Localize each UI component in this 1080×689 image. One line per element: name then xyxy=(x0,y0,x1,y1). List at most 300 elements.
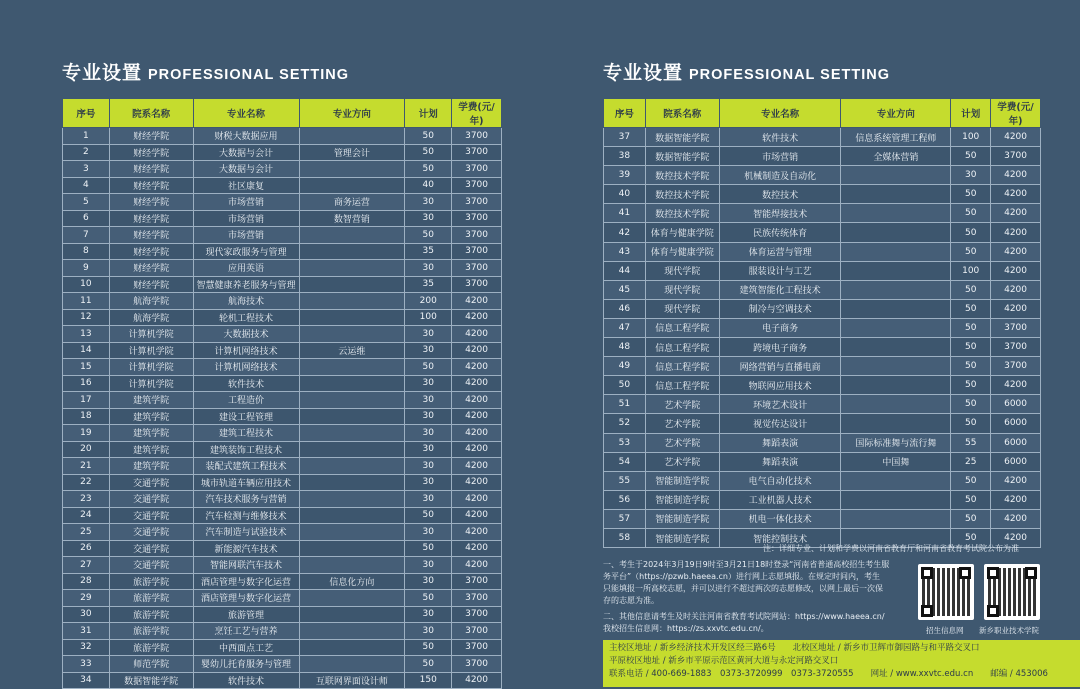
cell-col-index: 16 xyxy=(63,375,110,392)
cell-col-plan: 55 xyxy=(951,433,991,452)
cell-col-plan: 50 xyxy=(951,338,991,357)
cell-col-direction: 数智营销 xyxy=(299,210,405,227)
note-1-line-1: 一、考生于2024年3月19日9时至3月21日18时登录“河南省普通高校招生考生服 xyxy=(603,560,890,569)
cell-col-index: 41 xyxy=(604,204,646,223)
cell-col-direction xyxy=(299,639,405,656)
cell-col-plan: 30 xyxy=(405,606,452,623)
cell-col-plan: 50 xyxy=(951,528,991,547)
cell-col-major: 软件技术 xyxy=(719,128,841,147)
cell-col-college: 师范学院 xyxy=(109,656,193,673)
cell-col-plan: 50 xyxy=(951,299,991,318)
header-col-plan: 计划 xyxy=(951,99,991,128)
cell-col-college: 交通学院 xyxy=(109,507,193,524)
cell-col-college: 艺术学院 xyxy=(645,414,719,433)
cell-col-college: 建筑学院 xyxy=(109,425,193,442)
cell-col-tuition: 3700 xyxy=(452,128,502,145)
cell-col-plan: 50 xyxy=(951,490,991,509)
cell-col-college: 智能制造学院 xyxy=(645,528,719,547)
cell-col-direction xyxy=(841,376,951,395)
right-program-table xyxy=(603,98,1041,548)
cell-col-tuition: 3700 xyxy=(991,147,1041,166)
cell-col-major: 酒店管理与数字化运营 xyxy=(193,573,299,590)
cell-col-major: 酒店管理与数字化运营 xyxy=(193,590,299,607)
cell-col-plan: 50 xyxy=(405,359,452,376)
cell-col-tuition: 4200 xyxy=(452,557,502,574)
cell-col-college: 数据智能学院 xyxy=(645,147,719,166)
header-col-direction: 专业方向 xyxy=(841,99,951,128)
cell-col-direction xyxy=(841,166,951,185)
cell-col-tuition: 3700 xyxy=(452,144,502,161)
table-row xyxy=(63,342,502,359)
cell-col-tuition: 4200 xyxy=(991,528,1041,547)
cell-col-college: 信息工程学院 xyxy=(645,318,719,337)
cell-col-major: 建筑智能化工程技术 xyxy=(719,280,841,299)
cell-col-direction xyxy=(299,375,405,392)
cell-col-index: 17 xyxy=(63,392,110,409)
cell-col-direction xyxy=(299,441,405,458)
cell-col-college: 艺术学院 xyxy=(645,433,719,452)
cell-col-plan: 30 xyxy=(405,342,452,359)
cell-col-major: 烹饪工艺与营养 xyxy=(193,623,299,640)
cell-col-direction xyxy=(299,276,405,293)
table-row xyxy=(63,590,502,607)
cell-col-tuition: 4200 xyxy=(991,299,1041,318)
table-row xyxy=(604,338,1041,357)
left-title-en: PROFESSIONAL SETTING xyxy=(148,67,350,83)
cell-col-college: 航海学院 xyxy=(109,309,193,326)
cell-col-college: 旅游学院 xyxy=(109,606,193,623)
cell-col-major: 环境艺术设计 xyxy=(719,395,841,414)
table-row xyxy=(63,656,502,673)
cell-col-direction: 中国舞 xyxy=(841,452,951,471)
cell-col-index: 45 xyxy=(604,280,646,299)
cell-col-index: 28 xyxy=(63,573,110,590)
cell-col-college: 计算机学院 xyxy=(109,359,193,376)
cell-col-index: 30 xyxy=(63,606,110,623)
table-row xyxy=(63,309,502,326)
cell-col-direction: 商务运营 xyxy=(299,194,405,211)
cell-col-plan: 100 xyxy=(951,261,991,280)
cell-col-major: 智能控制技术 xyxy=(719,528,841,547)
cell-col-index: 48 xyxy=(604,338,646,357)
table-row xyxy=(63,326,502,343)
cell-col-index: 9 xyxy=(63,260,110,277)
cell-col-tuition: 4200 xyxy=(991,471,1041,490)
cell-col-direction xyxy=(841,338,951,357)
qr-label-admissions: 招生信息网 xyxy=(926,626,964,635)
cell-col-direction xyxy=(299,623,405,640)
table-row xyxy=(604,223,1041,242)
table-row xyxy=(63,672,502,689)
header-col-major: 专业名称 xyxy=(719,99,841,128)
cell-col-direction xyxy=(299,359,405,376)
cell-col-major: 建筑工程技术 xyxy=(193,425,299,442)
cell-col-tuition: 4200 xyxy=(452,524,502,541)
cell-col-index: 50 xyxy=(604,376,646,395)
table-row xyxy=(63,441,502,458)
cell-col-college: 交通学院 xyxy=(109,524,193,541)
cell-col-index: 34 xyxy=(63,672,110,689)
cell-col-college: 财经学院 xyxy=(109,177,193,194)
table-row xyxy=(63,507,502,524)
note-2-line-2: 我校招生信息网：https://zs.xxvtc.edu.cn/。 xyxy=(603,624,769,633)
cell-col-direction xyxy=(299,128,405,145)
cell-col-plan: 30 xyxy=(405,524,452,541)
cell-col-college: 智能制造学院 xyxy=(645,490,719,509)
cell-col-college: 智能制造学院 xyxy=(645,509,719,528)
cell-col-tuition: 3700 xyxy=(452,194,502,211)
cell-col-major: 机械制造及自动化 xyxy=(719,166,841,185)
cell-col-tuition: 4200 xyxy=(991,204,1041,223)
cell-col-college: 交通学院 xyxy=(109,491,193,508)
qr-label-school: 新乡职业技术学院 xyxy=(979,626,1039,635)
cell-col-direction xyxy=(841,414,951,433)
cell-col-major: 城市轨道车辆应用技术 xyxy=(193,474,299,491)
cell-col-direction xyxy=(299,161,405,178)
cell-col-plan: 30 xyxy=(405,408,452,425)
footer-line-2: 平原校区地址 / 新乡市平原示范区黄河大道与永定河路交叉口 xyxy=(609,656,839,666)
header-col-tuition: 学费(元/年) xyxy=(452,99,502,128)
cell-col-plan: 30 xyxy=(951,166,991,185)
right-table-body xyxy=(604,128,1041,548)
cell-col-direction xyxy=(299,243,405,260)
cell-col-direction xyxy=(841,395,951,414)
cell-col-major: 轮机工程技术 xyxy=(193,309,299,326)
cell-col-major: 计算机网络技术 xyxy=(193,359,299,376)
cell-col-major: 软件技术 xyxy=(193,672,299,689)
table-row xyxy=(63,243,502,260)
cell-col-college: 建筑学院 xyxy=(109,408,193,425)
cell-col-college: 体育与健康学院 xyxy=(645,223,719,242)
cell-col-college: 数据智能学院 xyxy=(645,128,719,147)
cell-col-plan: 50 xyxy=(951,242,991,261)
cell-col-plan: 30 xyxy=(405,260,452,277)
table-row xyxy=(63,392,502,409)
cell-col-major: 工程造价 xyxy=(193,392,299,409)
header-col-index: 序号 xyxy=(604,99,646,128)
left-title-zh: 专业设置 xyxy=(62,62,143,84)
cell-col-plan: 30 xyxy=(405,326,452,343)
table-row xyxy=(63,639,502,656)
table-row xyxy=(63,491,502,508)
cell-col-direction xyxy=(299,425,405,442)
cell-col-tuition: 3700 xyxy=(452,227,502,244)
cell-col-direction: 管理会计 xyxy=(299,144,405,161)
cell-col-index: 10 xyxy=(63,276,110,293)
cell-col-plan: 50 xyxy=(951,318,991,337)
cell-col-college: 现代学院 xyxy=(645,261,719,280)
cell-col-major: 视觉传达设计 xyxy=(719,414,841,433)
right-title-zh: 专业设置 xyxy=(603,62,684,84)
cell-col-index: 5 xyxy=(63,194,110,211)
cell-col-index: 23 xyxy=(63,491,110,508)
cell-col-college: 交通学院 xyxy=(109,557,193,574)
cell-col-direction xyxy=(299,293,405,310)
table-row xyxy=(63,177,502,194)
cell-col-index: 32 xyxy=(63,639,110,656)
cell-col-index: 12 xyxy=(63,309,110,326)
cell-col-major: 民族传统体育 xyxy=(719,223,841,242)
table-row xyxy=(63,474,502,491)
cell-col-tuition: 4200 xyxy=(991,280,1041,299)
cell-col-college: 计算机学院 xyxy=(109,326,193,343)
cell-col-direction xyxy=(841,490,951,509)
table-row xyxy=(63,161,502,178)
cell-col-index: 53 xyxy=(604,433,646,452)
cell-col-college: 艺术学院 xyxy=(645,452,719,471)
cell-col-plan: 50 xyxy=(951,357,991,376)
cell-col-direction xyxy=(299,408,405,425)
cell-col-index: 33 xyxy=(63,656,110,673)
cell-col-direction xyxy=(841,261,951,280)
cell-col-plan: 50 xyxy=(405,590,452,607)
cell-col-major: 旅游管理 xyxy=(193,606,299,623)
cell-col-plan: 30 xyxy=(405,441,452,458)
cell-col-direction xyxy=(841,242,951,261)
cell-col-college: 财经学院 xyxy=(109,276,193,293)
cell-col-college: 信息工程学院 xyxy=(645,338,719,357)
cell-col-college: 旅游学院 xyxy=(109,639,193,656)
table-header-row xyxy=(604,99,1041,128)
cell-col-direction: 信息化方向 xyxy=(299,573,405,590)
cell-col-major: 建设工程管理 xyxy=(193,408,299,425)
table-row xyxy=(63,623,502,640)
cell-col-index: 3 xyxy=(63,161,110,178)
table-row xyxy=(63,276,502,293)
table-row xyxy=(604,357,1041,376)
cell-col-plan: 50 xyxy=(951,414,991,433)
right-title-en: PROFESSIONAL SETTING xyxy=(689,67,891,83)
right-heading xyxy=(603,58,890,85)
table-row xyxy=(604,376,1041,395)
cell-col-college: 信息工程学院 xyxy=(645,376,719,395)
cell-col-college: 体育与健康学院 xyxy=(645,242,719,261)
cell-col-tuition: 4200 xyxy=(452,474,502,491)
table-row xyxy=(63,293,502,310)
cell-col-college: 艺术学院 xyxy=(645,395,719,414)
header-col-index: 序号 xyxy=(63,99,110,128)
cell-col-index: 6 xyxy=(63,210,110,227)
cell-col-direction xyxy=(299,326,405,343)
table-row xyxy=(604,471,1041,490)
header-col-tuition: 学费(元/年) xyxy=(991,99,1041,128)
cell-col-index: 11 xyxy=(63,293,110,310)
table-row xyxy=(63,458,502,475)
table-row xyxy=(604,433,1041,452)
cell-col-index: 19 xyxy=(63,425,110,442)
cell-col-college: 旅游学院 xyxy=(109,590,193,607)
cell-col-direction xyxy=(299,260,405,277)
cell-col-plan: 50 xyxy=(951,204,991,223)
cell-col-college: 财经学院 xyxy=(109,128,193,145)
qr-code-admissions[interactable] xyxy=(918,564,974,620)
cell-col-tuition: 4200 xyxy=(452,392,502,409)
cell-col-major: 大数据与会计 xyxy=(193,161,299,178)
cell-col-tuition: 3700 xyxy=(452,177,502,194)
cell-col-index: 8 xyxy=(63,243,110,260)
cell-col-tuition: 4200 xyxy=(991,223,1041,242)
cell-col-index: 29 xyxy=(63,590,110,607)
cell-col-tuition: 3700 xyxy=(452,260,502,277)
cell-col-major: 汽车制造与试验技术 xyxy=(193,524,299,541)
table-row xyxy=(63,606,502,623)
cell-col-direction xyxy=(299,524,405,541)
cell-col-major: 电子商务 xyxy=(719,318,841,337)
cell-col-college: 财经学院 xyxy=(109,260,193,277)
cell-col-college: 现代学院 xyxy=(645,299,719,318)
cell-col-plan: 30 xyxy=(405,474,452,491)
cell-col-tuition: 4200 xyxy=(452,375,502,392)
cell-col-tuition: 4200 xyxy=(991,185,1041,204)
cell-col-index: 27 xyxy=(63,557,110,574)
table-row xyxy=(604,166,1041,185)
cell-col-college: 建筑学院 xyxy=(109,458,193,475)
table-row xyxy=(604,147,1041,166)
table-row xyxy=(63,573,502,590)
header-col-direction: 专业方向 xyxy=(299,99,405,128)
cell-col-tuition: 3700 xyxy=(452,573,502,590)
header-col-plan: 计划 xyxy=(405,99,452,128)
cell-col-plan: 35 xyxy=(405,243,452,260)
cell-col-direction xyxy=(299,590,405,607)
cell-col-plan: 50 xyxy=(951,471,991,490)
note-1-line-4: 存的志愿为准。 xyxy=(603,596,659,605)
cell-col-college: 财经学院 xyxy=(109,161,193,178)
cell-col-plan: 50 xyxy=(405,128,452,145)
footer-contact-bar xyxy=(603,640,1080,687)
cell-col-plan: 100 xyxy=(405,309,452,326)
cell-col-major: 航海技术 xyxy=(193,293,299,310)
cell-col-major: 舞蹈表演 xyxy=(719,433,841,452)
cell-col-major: 制冷与空调技术 xyxy=(719,299,841,318)
cell-col-major: 汽车技术服务与营销 xyxy=(193,491,299,508)
cell-col-plan: 40 xyxy=(405,177,452,194)
cell-col-tuition: 6000 xyxy=(991,452,1041,471)
cell-col-index: 15 xyxy=(63,359,110,376)
table-row xyxy=(63,210,502,227)
cell-col-plan: 30 xyxy=(405,491,452,508)
cell-col-direction xyxy=(841,357,951,376)
cell-col-tuition: 4200 xyxy=(452,441,502,458)
cell-col-tuition: 4200 xyxy=(452,540,502,557)
cell-col-tuition: 6000 xyxy=(991,414,1041,433)
cell-col-college: 旅游学院 xyxy=(109,623,193,640)
cell-col-college: 财经学院 xyxy=(109,243,193,260)
table-row xyxy=(604,452,1041,471)
cell-col-major: 软件技术 xyxy=(193,375,299,392)
cell-col-direction xyxy=(841,299,951,318)
table-row xyxy=(604,490,1041,509)
cell-col-index: 38 xyxy=(604,147,646,166)
cell-col-tuition: 4200 xyxy=(452,425,502,442)
cell-col-index: 31 xyxy=(63,623,110,640)
cell-col-major: 市场营销 xyxy=(193,194,299,211)
cell-col-college: 财经学院 xyxy=(109,144,193,161)
cell-col-major: 跨境电子商务 xyxy=(719,338,841,357)
footer-line-3: 联系电话 / 400-669-1883 0373-3720999 0373-3720555 网址 / www.xxvtc.edu.cn 邮编 / 453006 xyxy=(609,669,1048,679)
cell-col-tuition: 4200 xyxy=(452,293,502,310)
cell-col-college: 旅游学院 xyxy=(109,573,193,590)
cell-col-direction xyxy=(299,392,405,409)
cell-col-tuition: 3700 xyxy=(452,590,502,607)
cell-col-direction xyxy=(299,507,405,524)
cell-col-tuition: 4200 xyxy=(452,672,502,689)
cell-col-major: 智慧健康养老服务与管理 xyxy=(193,276,299,293)
cell-col-major: 财税大数据应用 xyxy=(193,128,299,145)
table-row xyxy=(604,299,1041,318)
cell-col-plan: 50 xyxy=(405,540,452,557)
qr-code-school[interactable] xyxy=(984,564,1040,620)
table-row xyxy=(604,395,1041,414)
cell-col-index: 57 xyxy=(604,509,646,528)
cell-col-major: 新能源汽车技术 xyxy=(193,540,299,557)
table-row xyxy=(604,242,1041,261)
cell-col-direction xyxy=(299,540,405,557)
cell-col-tuition: 4200 xyxy=(452,408,502,425)
cell-col-major: 服装设计与工艺 xyxy=(719,261,841,280)
table-row xyxy=(63,408,502,425)
cell-col-index: 54 xyxy=(604,452,646,471)
cell-col-plan: 150 xyxy=(405,672,452,689)
cell-col-major: 机电一体化技术 xyxy=(719,509,841,528)
cell-col-major: 网络营销与直播电商 xyxy=(719,357,841,376)
cell-col-index: 47 xyxy=(604,318,646,337)
cell-col-index: 56 xyxy=(604,490,646,509)
cell-col-index: 42 xyxy=(604,223,646,242)
cell-col-major: 现代家政服务与管理 xyxy=(193,243,299,260)
table-row xyxy=(63,260,502,277)
cell-col-plan: 30 xyxy=(405,392,452,409)
cell-col-direction xyxy=(841,185,951,204)
cell-col-index: 49 xyxy=(604,357,646,376)
cell-col-college: 交通学院 xyxy=(109,540,193,557)
cell-col-plan: 30 xyxy=(405,210,452,227)
header-col-college: 院系名称 xyxy=(109,99,193,128)
table-row xyxy=(604,128,1041,147)
cell-col-tuition: 3700 xyxy=(991,338,1041,357)
cell-col-tuition: 3700 xyxy=(991,318,1041,337)
cell-col-tuition: 3700 xyxy=(452,623,502,640)
table-row xyxy=(63,524,502,541)
cell-col-college: 数控技术学院 xyxy=(645,166,719,185)
cell-col-direction xyxy=(299,309,405,326)
cell-col-tuition: 4200 xyxy=(991,242,1041,261)
cell-col-tuition: 3700 xyxy=(452,276,502,293)
cell-col-plan: 50 xyxy=(405,639,452,656)
cell-col-index: 44 xyxy=(604,261,646,280)
cell-col-tuition: 4200 xyxy=(991,490,1041,509)
cell-col-direction xyxy=(841,280,951,299)
cell-col-direction xyxy=(841,204,951,223)
cell-col-plan: 50 xyxy=(405,656,452,673)
cell-col-major: 大数据与会计 xyxy=(193,144,299,161)
cell-col-direction xyxy=(299,474,405,491)
table-row xyxy=(63,144,502,161)
cell-col-major: 中西面点工艺 xyxy=(193,639,299,656)
table-row xyxy=(604,280,1041,299)
cell-col-tuition: 3700 xyxy=(452,639,502,656)
cell-col-college: 数控技术学院 xyxy=(645,204,719,223)
cell-col-direction xyxy=(299,606,405,623)
cell-col-major: 舞蹈表演 xyxy=(719,452,841,471)
cell-col-plan: 35 xyxy=(405,276,452,293)
cell-col-plan: 50 xyxy=(405,144,452,161)
cell-col-index: 43 xyxy=(604,242,646,261)
left-heading xyxy=(62,58,349,85)
table-row xyxy=(63,227,502,244)
cell-col-index: 7 xyxy=(63,227,110,244)
cell-col-college: 交通学院 xyxy=(109,474,193,491)
